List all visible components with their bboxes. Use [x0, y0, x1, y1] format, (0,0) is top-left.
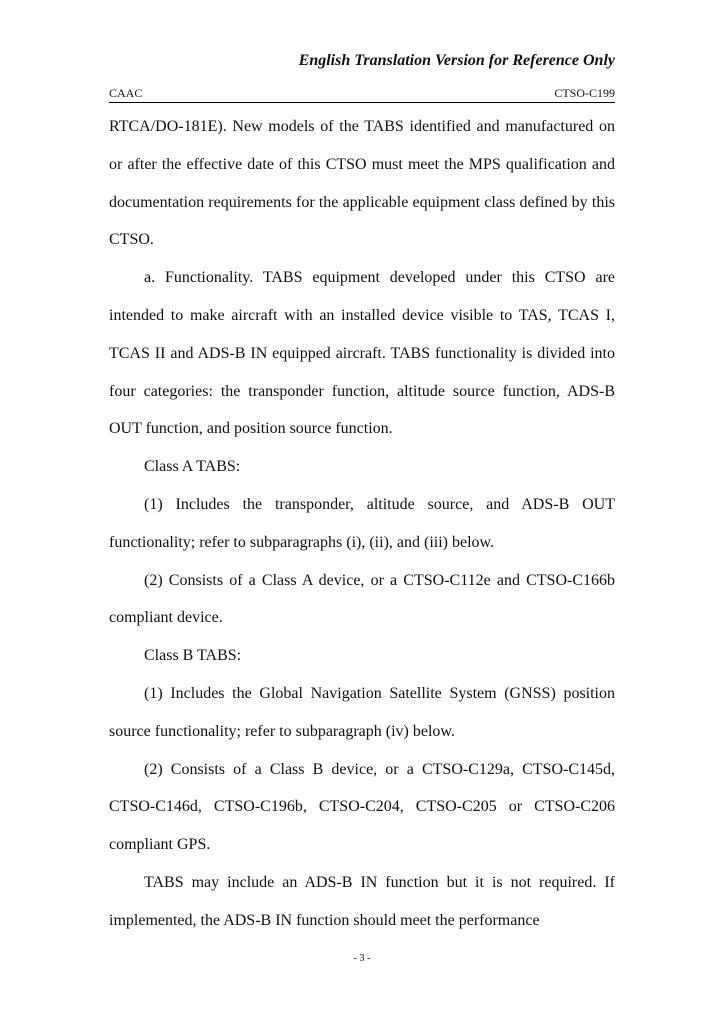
- paragraph: (1) Includes the Global Navigation Satellite System (GNSS) position source functionality; refer to subparagraph (iv) below.: [109, 684, 615, 740]
- body-text: [109, 108, 615, 940]
- page-number: - 3 -: [353, 953, 371, 964]
- paragraph: RTCA/DO-181E). New models of the TABS identified and manufactured on or after the effective date of this CTSO must meet the MPS qualification and documentation requirements for the applicable equipment class defined by this CTSO.: [109, 118, 615, 249]
- paragraph: (2) Consists of a Class A device, or a CTSO-C112e and CTSO-C166b compliant device.: [109, 571, 615, 627]
- paragraph: TABS may include an ADS-B IN function but it is not required. If implemented, the ADS-B IN function should meet the performance: [109, 873, 615, 929]
- paragraph: a. Functionality. TABS equipment developed under this CTSO are intended to make aircraft with an installed device visible to TAS, TCAS I, TCAS II and ADS-B IN equipped aircraft. TABS functionality is divided into four categories: the transponder function, altitude source function, ADS-B OUT function, and position source function.: [109, 269, 615, 438]
- paragraph: (2) Consists of a Class B device, or a CTSO-C129a, CTSO-C145d, CTSO-C146d, CTSO-C196b, CTSO-C204, CTSO-C205 or CTSO-C206 compliant GPS.: [109, 760, 615, 854]
- paragraph: (1) Includes the transponder, altitude source, and ADS-B OUT functionality; refer to subparagraphs (i), (ii), and (iii) below.: [109, 495, 615, 551]
- translation-banner: English Translation Version for Reference Only: [298, 52, 615, 69]
- header-doc-id: CTSO-C199: [554, 86, 615, 100]
- header-org: CAAC: [109, 86, 143, 100]
- section-heading: Class A TABS:: [144, 458, 241, 476]
- section-heading: Class B TABS:: [144, 647, 242, 665]
- running-header: [109, 86, 615, 103]
